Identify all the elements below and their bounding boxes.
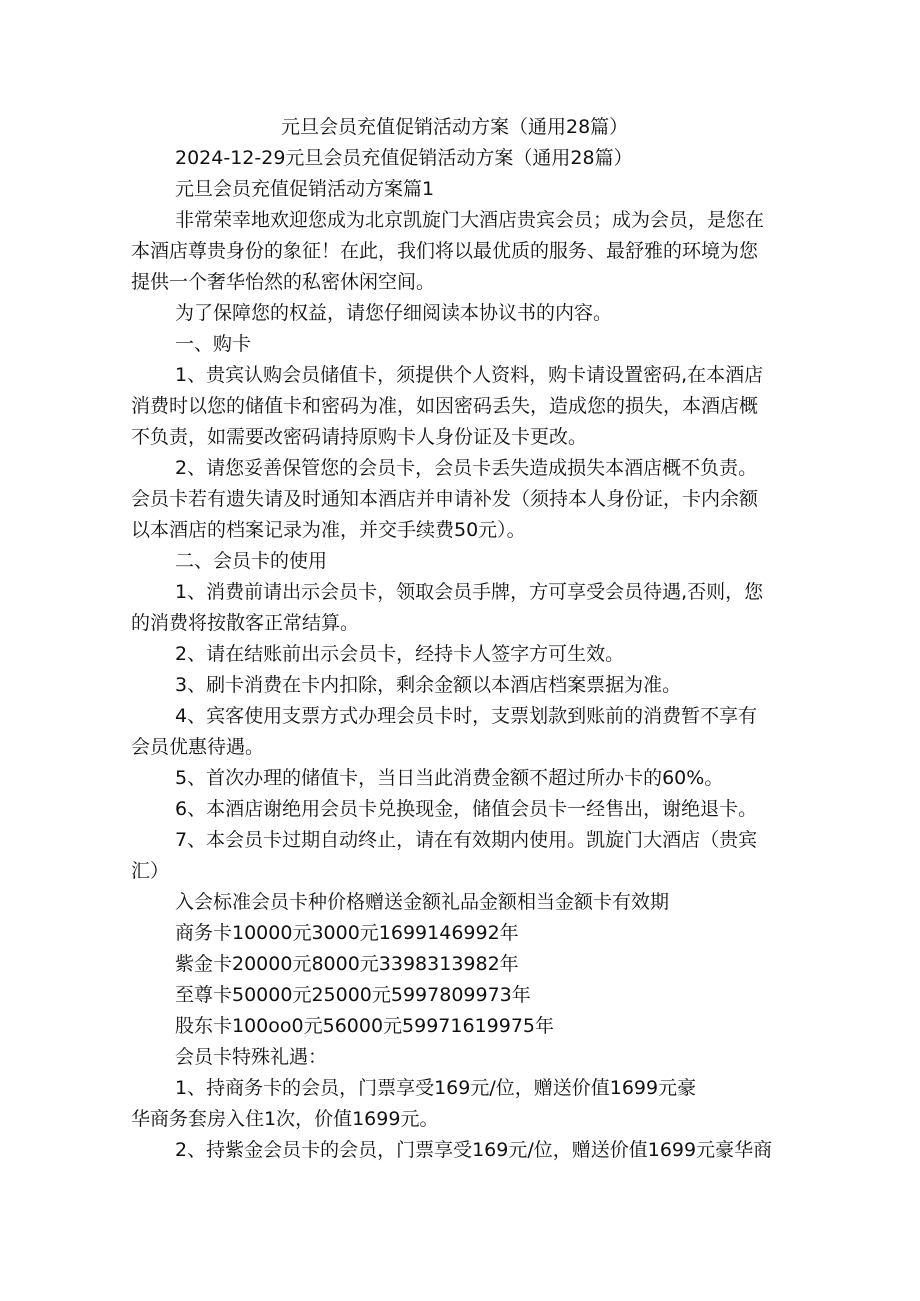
- paragraph-line: 7、本会员卡过期自动终止，请在有效期内使用。凯旋门大酒店（贵宾: [175, 829, 758, 851]
- table-row-line: 股东卡100oo0元56000元59971619975年: [175, 1015, 555, 1037]
- section-heading: 二、会员卡的使用: [175, 550, 328, 572]
- paragraph-line: 2、请您妥善保管您的会员卡，会员卡丢失造成损失本酒店概不负责。: [175, 457, 758, 479]
- table-header-line: 入会标准会员卡种价格赠送金额礼品金额相当金额卡有效期: [175, 891, 670, 913]
- table-row-line: 商务卡10000元3000元1699146992年: [175, 922, 519, 944]
- document-title: 元旦会员充值促销活动方案（通用28篇）: [281, 116, 629, 138]
- paragraph-line: 会员卡若有遗失请及时通知本酒店并申请补发（须持本人身份证，卡内余额: [131, 488, 759, 510]
- paragraph-line: 消费时以您的储值卡和密码为准，如因密码丢失，造成您的损失，本酒店概: [131, 395, 759, 417]
- section-heading: 一、购卡: [175, 333, 252, 355]
- paragraph-line: 提供一个奢华怡然的私密休闲空间。: [131, 271, 436, 293]
- paragraph-line: 非常荣幸地欢迎您成为北京凯旋门大酒店贵宾会员；成为会员，是您在: [175, 209, 765, 231]
- document-dateline: 2024-12-29元旦会员充值促销活动方案（通用28篇）: [175, 147, 633, 169]
- paragraph-line: 的消费将按散客正常结算。: [131, 612, 360, 634]
- document-subtitle: 元旦会员充值促销活动方案篇1: [175, 178, 435, 200]
- paragraph-line: 汇）: [131, 860, 170, 882]
- paragraph-line: 5、首次办理的储值卡，当日当此消费金额不超过所办卡的60%。: [175, 767, 724, 789]
- paragraph-line: 为了保障您的权益，请您仔细阅读本协议书的内容。: [175, 302, 613, 324]
- paragraph-line: 2、持紫金会员卡的会员，门票享受169元/位，赠送价值1699元豪华商: [175, 1139, 773, 1161]
- document-body: [131, 112, 795, 1166]
- paragraph-line: 华商务套房入住1次，价值1699元。: [131, 1108, 439, 1130]
- paragraph-line: 1、持商务卡的会员，门票享受169元/位，赠送价值1699元豪: [175, 1077, 697, 1099]
- paragraph-line: 以本酒店的档案记录为准，并交手续费50元）。: [131, 519, 526, 541]
- paragraph-line: 2、请在结账前出示会员卡，经持卡人签字方可生效。: [175, 643, 625, 665]
- paragraph-line: 3、刷卡消费在卡内扣除，剩余金额以本酒店档案票据为准。: [175, 674, 682, 696]
- table-row-line: 紫金卡20000元8000元3398313982年: [175, 953, 519, 975]
- paragraph-line: 1、消费前请出示会员卡，领取会员手牌，方可享受会员待遇,否则，您: [175, 581, 764, 603]
- paragraph-line: 4、宾客使用支票方式办理会员卡时，支票划款到账前的消费暂不享有: [175, 705, 758, 727]
- paragraph-line: 本酒店尊贵身份的象征！在此，我们将以最优质的服务、最舒雅的环境为您: [131, 240, 759, 262]
- paragraph-line: 不负责，如需要改密码请持原购卡人身份证及卡更改。: [131, 426, 588, 448]
- section-heading: 会员卡特殊礼遇：: [175, 1046, 328, 1068]
- paragraph-line: 会员优惠待遇。: [131, 736, 265, 758]
- paragraph-line: 6、本酒店谢绝用会员卡兑换现金，储值会员卡一经售出，谢绝退卡。: [175, 798, 758, 820]
- paragraph-line: 1、贵宾认购会员储值卡，须提供个人资料，购卡请设置密码,在本酒店: [175, 364, 764, 386]
- table-row-line: 至尊卡50000元25000元5997809973年: [175, 984, 531, 1006]
